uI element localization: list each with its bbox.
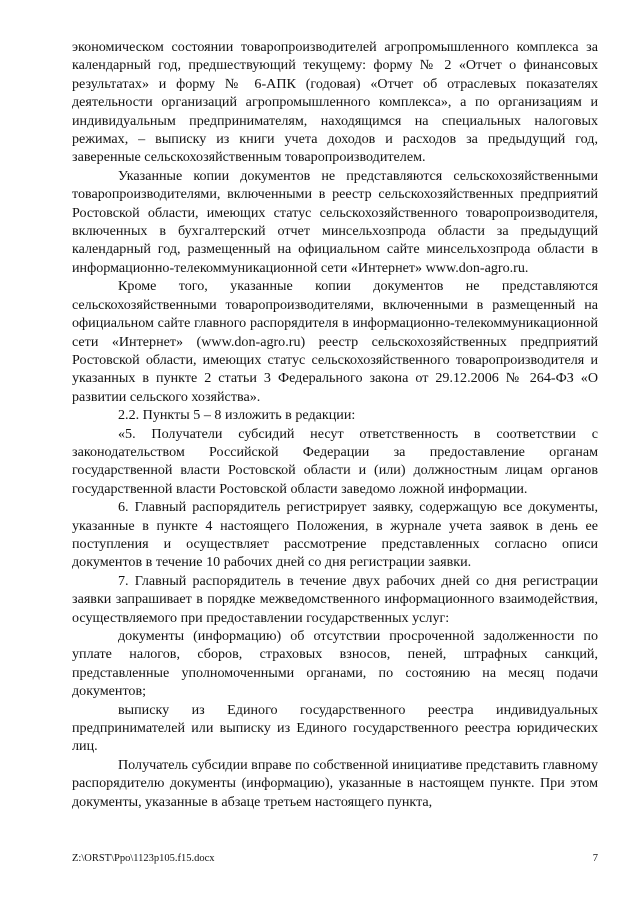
paragraph-5: «5. Получатели субсидий несут ответственность в соответствии с законодательством Российской Федерации за предоставление органам государственной власти Ростовской области и (или) должностным лицам органов государственной власти Ростовской области заведомо ложной информации. [72,425,598,497]
paragraph-9: выписку из Единого государственного реестра индивидуальных предпринимателей или выписку из Единого государственного реестра юридических лиц. [72,701,598,755]
paragraph-1: экономическом состоянии товаропроизводителей агропромышленного комплекса за календарный год, предшествующий текущему: форму № 2 «Отчет о финансовых результатах» и форму № 6-АПК (годовая) «Отчет об отраслевых показателях деятельности организаций агропромышленного комплекса», а по организациям и индивидуальным предпринимателям, находящимся на специальных налоговых режимах, – выписку из книги учета доходов и расходов за предыдущий год, заверенные сельскохозяйственным товаропроизводителем. [72,39,598,166]
paragraph-7: 7. Главный распорядитель в течение двух рабочих дней со дня регистрации заявки запрашивает в порядке межведомственного информационного взаимодействия, осуществляемого при предоставлении государственных услуг: [72,572,598,626]
paragraph-2: Указанные копии документов не представляются сельскохозяйственными товаропроизводителями, включенными в реестр сельскохозяйственных предприятий Ростовской области, имеющих статус сельскохозяйственного товаропроизводителя, включенных в бухгалтерский отчет минсельхозпрода области за предыдущий календарный год, размещенный на официальном сайте минсельхозпрода области в информационно-телекоммуникационной сети «Интернет» www.don-agro.ru. [72,167,598,276]
paragraph-10: Получатель субсидии вправе по собственной инициативе представить главному распорядителю документы (информацию), указанные в настоящем пункте. При этом документы, указанные в абзаце третьем настоящего пункта, [72,756,598,810]
document-body [72,38,598,811]
paragraph-4: 2.2. Пункты 5 – 8 изложить в редакции: [118,407,356,424]
paragraph-8: документы (информацию) об отсутствии просроченной задолженности по уплате налогов, сборов, страховых взносов, пеней, штрафных санкций, представленные уполномоченными органами, по состоянию на месяц подачи документов; [72,628,598,700]
page-footer [72,852,598,865]
paragraph-6: 6. Главный распорядитель регистрирует заявку, содержащую все документы, указанные в пункте 4 настоящего Положения, в журнале учета заявок в день ее поступления и осуществляет рассмотрение представленных согласно описи документов в течение 10 рабочих дней со дня регистрации заявки. [72,499,598,571]
paragraph-3: Кроме того, указанные копии документов не представляются сельскохозяйственными товаропроизводителями, включенными в размещенный на официальном сайте главного распорядителя в информационно-телекоммуникационной сети «Интернет» (www.don-agro.ru) реестр сельскохозяйственных предприятий Ростовской области, имеющих статус сельскохозяйственного товаропроизводителя и указанных в пункте 2 статьи 3 Федерального закона от 29.12.2006 № 264-ФЗ «О развитии сельского хозяйства». [72,278,598,405]
footer-file-path: Z:\ORST\Ppo\1123p105.f15.docx [72,853,215,864]
page-number: 7 [592,853,598,864]
